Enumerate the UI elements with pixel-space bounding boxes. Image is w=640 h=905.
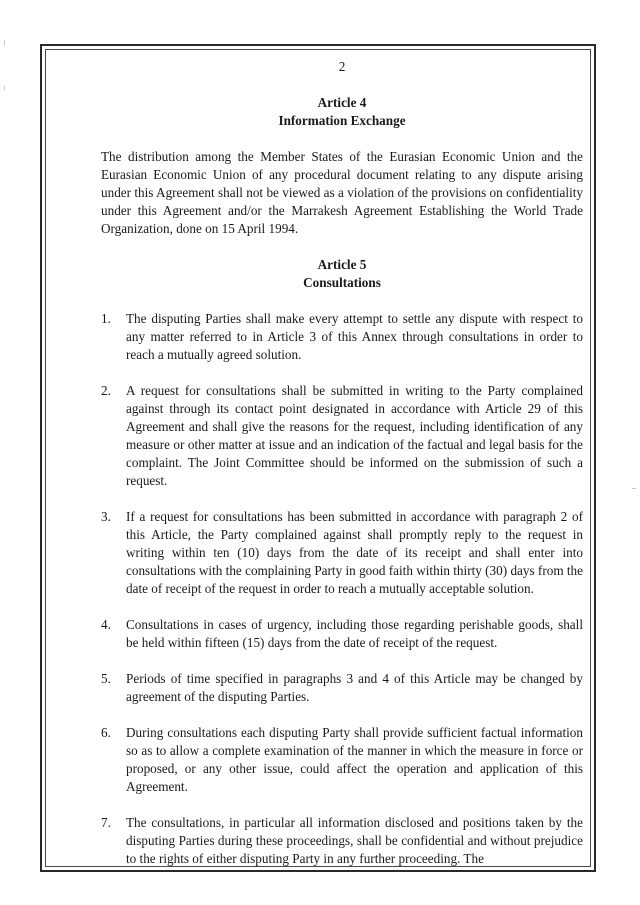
list-item-number: 1. (101, 311, 111, 326)
article-5-title: Consultations (303, 275, 381, 290)
article-5-heading: Article 5 (317, 257, 367, 272)
list-item-number: 7. (101, 815, 111, 830)
list-item (101, 670, 583, 706)
list-item-text: The consultations, in particular all information disclosed and positions taken by the disputing Parties during these proceedings, shall be confidential and without prejudice to the rights of either disputing Party in any further proceeding. The (126, 815, 583, 866)
scan-artifact-left-lower (4, 86, 5, 90)
document-body (101, 58, 583, 886)
list-item-number: 2. (101, 383, 111, 398)
scan-artifact-right (632, 488, 636, 489)
list-item-number: 5. (101, 671, 111, 686)
list-item-text: Consultations in cases of urgency, including those regarding perishable goods, shall be held within fifteen (15) days from the date of receipt of the request. (126, 617, 583, 650)
list-item-number: 3. (101, 509, 111, 524)
list-item (101, 508, 583, 598)
article-4-title: Information Exchange (278, 113, 406, 128)
list-item-number: 4. (101, 617, 111, 632)
list-item-text: If a request for consultations has been submitted in accordance with paragraph 2 of this Article, the Party complained against shall promptly reply to the request in writing within ten (10) days from the date of its receipt and shall enter into consultations with the complaining Party in good faith within thirty (30) days from the date of receipt of the request in order to reach a mutually acceptable solution. (126, 509, 583, 596)
scan-artifact-left (4, 40, 5, 46)
article-4-text: The distribution among the Member States of the Eurasian Economic Union and the Eurasian Economic Union of any procedural document relating to any dispute arising under this Agreement shall not be viewed as a violation of the provisions on confidentiality under this Agreement and/or the Marrakesh Agreement Establishing the World Trade Organization, done on 15 April 1994. (101, 149, 583, 236)
list-item (101, 724, 583, 796)
page-number: 2 (338, 59, 346, 74)
list-item (101, 382, 583, 490)
article-5 (101, 256, 583, 868)
list-item-text: A request for consultations shall be submitted in writing to the Party complained against through its contact point designated in accordance with Article 29 of this Agreement and shall give the reasons for the request, including identification of any measure or other matter at issue and an indication of the factual and legal basis for the complaint. The Joint Committee should be informed on the submission of such a request. (126, 383, 583, 488)
list-item-text: Periods of time specified in paragraphs 3 and 4 of this Article may be changed by agreement of the disputing Parties. (126, 671, 583, 704)
article-5-paragraph-list (101, 310, 583, 868)
article-4-heading: Article 4 (317, 95, 367, 110)
list-item (101, 310, 583, 364)
list-item (101, 814, 583, 868)
list-item-text: The disputing Parties shall make every attempt to settle any dispute with respect to any matter referred to in Article 3 of this Annex through consultations in order to reach a mutually agreed solution. (126, 311, 583, 362)
list-item-text: During consultations each disputing Party shall provide sufficient factual information so as to allow a complete examination of the manner in which the measure in force or proposed, or any other issue, could affect the operation and application of this Agreement. (126, 725, 583, 794)
list-item-number: 6. (101, 725, 111, 740)
list-item (101, 616, 583, 652)
article-4 (101, 94, 583, 238)
